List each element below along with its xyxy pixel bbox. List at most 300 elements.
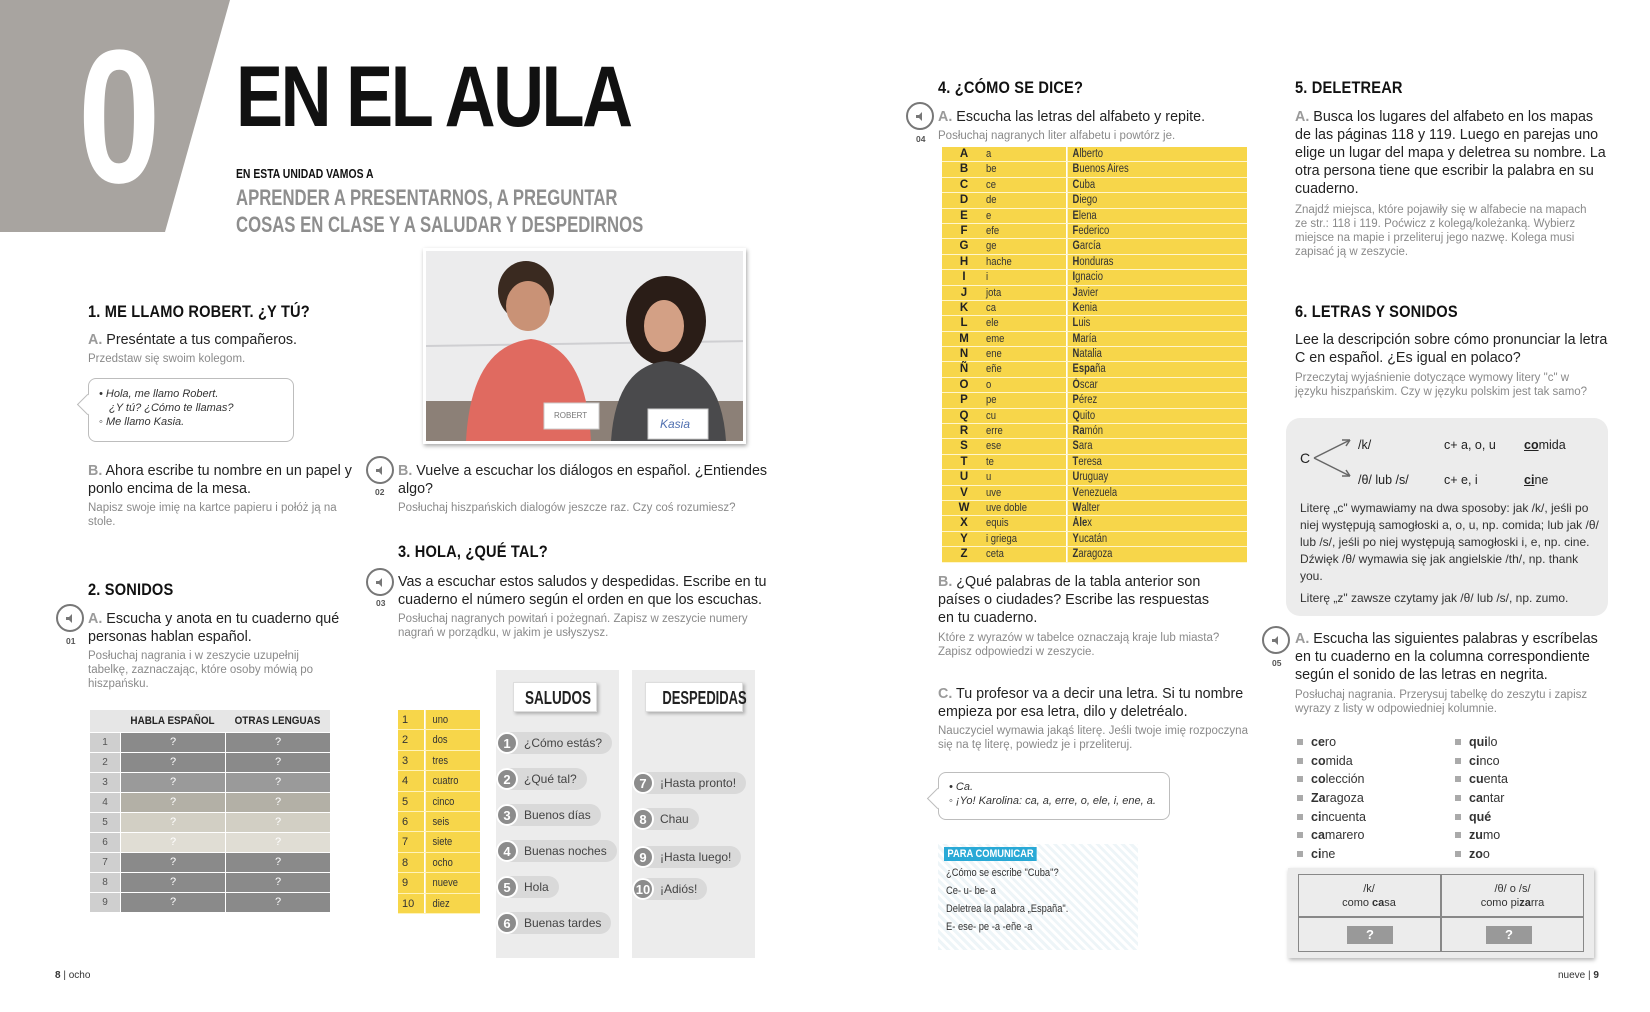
- alphabet-row: [942, 224, 1247, 239]
- sound-k: /k/: [1358, 438, 1372, 452]
- number-word: cinco: [424, 792, 472, 811]
- alphabet-letter: D: [959, 194, 969, 207]
- example-word: Luis: [1066, 316, 1214, 330]
- dialogue-line-1: • Hola, me llamo Robert.: [99, 388, 219, 400]
- table-row: [90, 872, 330, 892]
- section-2a-translation: Posłuchaj nagrania i w zeszycie uzupełnij tabelkę, zaznaczając, które osoby mówią po hiszpańsku.: [88, 650, 314, 690]
- alphabet-letter: G: [959, 240, 969, 253]
- farewell-number: 7: [632, 772, 654, 794]
- number-row: [398, 792, 480, 812]
- instruction-es: Escucha y anota en tu cuaderno qué personas hablan español.: [88, 611, 340, 645]
- alphabet-letter: P: [960, 394, 968, 407]
- alphabet-letter: K: [959, 301, 969, 314]
- greeting-text: Buenas noches: [524, 844, 607, 858]
- intro-label: EN ESTA UNIDAD VAMOS A: [236, 166, 374, 181]
- dialogue-line-3: ◦ Me llamo Kasia.: [99, 416, 185, 428]
- alphabet-row: [942, 439, 1247, 454]
- alphabet-letter: V: [960, 486, 968, 499]
- dialogue-bubble: [88, 378, 294, 442]
- letter-name: uve: [986, 486, 1002, 499]
- section-5a-instruction: [1295, 108, 1610, 198]
- alphabet-row: [942, 547, 1247, 562]
- cell-other: ?: [225, 833, 330, 852]
- alphabet-letter: B: [959, 163, 969, 176]
- section-3-translation: Posłuchaj nagranych powitań i pożegnań. Zapisz w zeszycie numery nagrań w porządku, w jakim je usłyszysz.: [398, 613, 748, 639]
- alphabet-letter: Z: [960, 548, 968, 561]
- word-item: ci nco: [1455, 752, 1595, 771]
- alphabet-row: [942, 455, 1247, 470]
- section-4c-translation: Nauczyciel wymawia jakąś literę. Jeśli twoje imię rozpoczyna się na tę literę, powiedz je i przeliteruj.: [938, 725, 1248, 751]
- greeting-number: 4: [496, 840, 518, 862]
- sound-th: /θ/ lub /s/: [1358, 473, 1409, 487]
- farewell-text: ¡Hasta luego!: [660, 850, 732, 864]
- example-word: Honduras: [1066, 255, 1214, 269]
- number-row: [398, 894, 480, 914]
- example-word: Alberto: [1066, 147, 1214, 161]
- alphabet-row: [942, 162, 1247, 177]
- section-3-instruction: Vas a escuchar estos saludos y despedidas. Escribe en tu cuaderno el número según el orden en que los escuchas.: [398, 574, 767, 608]
- table-row: [90, 792, 330, 812]
- item-letter: C.: [938, 686, 953, 702]
- alphabet-row: [942, 516, 1247, 531]
- greeting-text: Buenos días: [524, 808, 591, 822]
- word-item: ci ncuenta: [1297, 807, 1437, 826]
- example-word: Teresa: [1066, 455, 1214, 469]
- instruction-es: Tu profesor va a decir una letra. Si tu nombre empieza por esa letra, dilo y deletréalo.: [938, 686, 1244, 720]
- greeting-item: [496, 912, 611, 934]
- cell-spanish: ?: [120, 813, 225, 832]
- greeting-number: 5: [496, 876, 518, 898]
- answer-box-k: ?: [1347, 926, 1393, 944]
- row-number: 7: [90, 853, 120, 872]
- example-word: Quito: [1066, 409, 1214, 423]
- number-row: [398, 771, 480, 791]
- alphabet-letter: S: [960, 440, 968, 453]
- cell-other: ?: [225, 753, 330, 772]
- alphabet-row: [942, 409, 1247, 424]
- number-word: siete: [424, 832, 472, 851]
- example-word: Zaragoza: [1066, 547, 1214, 561]
- farewell-item: [632, 772, 746, 794]
- letter-c: C: [1300, 450, 1311, 466]
- col1-header: /k/ como casa: [1342, 883, 1396, 909]
- cell-other: ?: [225, 813, 330, 832]
- alphabet-letter: Q: [959, 409, 969, 422]
- alphabet-letter: N: [959, 348, 969, 361]
- pronunciation-box: [1286, 418, 1608, 616]
- words-list-left: [1297, 733, 1437, 863]
- letter-name: uve doble: [986, 501, 1028, 514]
- letter-name: ce: [986, 178, 996, 191]
- row-number: 1: [90, 733, 120, 752]
- greeting-item: [496, 840, 617, 862]
- greeting-text: Buenas tardes: [524, 916, 602, 930]
- greeting-text: ¿Cómo estás?: [524, 736, 603, 750]
- section-3-title: 3. HOLA, ¿QUÉ TAL?: [398, 542, 548, 561]
- dialogue-line-2: ¿Y tú? ¿Cómo te llamas?: [109, 402, 234, 414]
- alphabet-letter: J: [960, 286, 968, 299]
- alphabet-row: [942, 470, 1247, 485]
- section-1c-instruction: [398, 462, 773, 498]
- example-word: María: [1066, 332, 1214, 346]
- alphabet-row: [942, 270, 1247, 285]
- phrase-2: Ce- u- be- a: [946, 885, 996, 897]
- item-letter: A.: [1295, 109, 1310, 125]
- farewell-item: [632, 878, 707, 900]
- col2-header: /θ/ o /s/ como pizarra: [1480, 883, 1545, 909]
- example-k: comida: [1524, 438, 1566, 452]
- letter-name: ceta: [986, 548, 1004, 561]
- cell-other: ?: [225, 733, 330, 752]
- section-6-translation: Przeczytaj wyjaśnienie dotyczące wymowy litery "c" w języku hiszpańskim. Czy w języku polskim jest tak samo?: [1295, 372, 1588, 398]
- cell-spanish: ?: [120, 773, 225, 792]
- number-row: [398, 812, 480, 832]
- greeting-item: [496, 768, 587, 790]
- farewell-number: 8: [632, 808, 654, 830]
- number-digit: 8: [402, 856, 409, 869]
- alphabet-row: [942, 239, 1247, 254]
- alphabet-row: [942, 501, 1247, 516]
- table-row: [90, 772, 330, 792]
- alphabet-row: [942, 424, 1247, 439]
- greeting-number: 1: [496, 732, 518, 754]
- example-word: Walter: [1066, 501, 1214, 515]
- letter-name: jota: [986, 286, 1002, 299]
- alphabet-letter: Ñ: [959, 363, 969, 376]
- cell-other: ?: [225, 853, 330, 872]
- section-4b-instruction: [938, 573, 1213, 627]
- section-1a-instruction: [88, 331, 358, 349]
- example-word: Uruguay: [1066, 470, 1214, 484]
- table-row: [90, 812, 330, 832]
- unit-number-banner: [0, 0, 230, 232]
- spelling-line-2: ◦ ¡Yo! Karolina: ca, a, erre, o, ele, i, ene, a.: [949, 795, 1156, 807]
- number-row: [398, 751, 480, 771]
- track-number: 01: [66, 636, 76, 646]
- letter-name: eñe: [986, 363, 1002, 376]
- audio-icon[interactable]: [366, 456, 394, 484]
- cell-spanish: ?: [120, 853, 225, 872]
- intro-line-2: COSAS EN CLASE Y A SALUDAR Y DESPEDIRNOS: [236, 212, 644, 237]
- letter-name: te: [986, 455, 994, 468]
- alphabet-row: [942, 193, 1247, 208]
- alphabet-letter: F: [960, 224, 968, 237]
- number-word: uno: [424, 710, 472, 729]
- number-word: cuatro: [424, 771, 472, 790]
- number-digit: 3: [402, 754, 409, 767]
- alphabet-row: [942, 316, 1247, 331]
- track-number: 03: [376, 598, 386, 608]
- section-2a-instruction: [88, 610, 356, 646]
- number-row: [398, 832, 480, 852]
- word-item: ca marero: [1297, 826, 1437, 845]
- number-word: tres: [424, 751, 472, 770]
- cell-spanish: ?: [120, 873, 225, 892]
- example-th: cine: [1524, 473, 1549, 487]
- greeting-number: 6: [496, 912, 518, 934]
- col-header-spanish: HABLA ESPAÑOL: [130, 715, 215, 727]
- number-digit: 1: [402, 714, 409, 726]
- letter-name: eme: [986, 332, 1005, 345]
- row-number: 4: [90, 793, 120, 812]
- number-word: dos: [424, 730, 472, 749]
- item-letter: A.: [88, 611, 103, 627]
- cell-other: ?: [225, 893, 330, 912]
- word-item: qué: [1455, 807, 1595, 826]
- audio-icon[interactable]: [366, 568, 394, 596]
- alphabet-letter: I: [962, 271, 966, 284]
- para-comunicar-title: PARA COMUNICAR: [944, 847, 1037, 861]
- table-row: [90, 732, 330, 752]
- number-row: [398, 873, 480, 893]
- number-word: seis: [424, 812, 472, 831]
- alphabet-row: [942, 347, 1247, 362]
- letter-name: ene: [986, 348, 1002, 361]
- greeting-text: Hola: [524, 880, 549, 894]
- explanation-z: Literę „z" zawsze czytamy jak /θ/ lub /s/, np. zumo.: [1300, 591, 1569, 605]
- greeting-number: 3: [496, 804, 518, 826]
- classroom-photo: [423, 248, 746, 444]
- cell-spanish: ?: [120, 833, 225, 852]
- farewell-text: ¡Hasta pronto!: [660, 776, 737, 790]
- section-4b-translation: Które z wyrazów w tabelce oznaczają kraje lub miasta? Zapisz odpowiedzi w zeszycie.: [938, 632, 1220, 658]
- alphabet-letter: Y: [960, 532, 968, 545]
- audio-icon[interactable]: [1262, 626, 1290, 654]
- letter-name: ele: [986, 317, 999, 330]
- letter-name: hache: [986, 255, 1012, 268]
- alphabet-row: [942, 393, 1247, 408]
- example-word: Federico: [1066, 224, 1214, 238]
- example-word: Ignacio: [1066, 270, 1214, 284]
- alphabet-row: [942, 147, 1247, 162]
- instruction-es: Ahora escribe tu nombre en un papel y ponlo encima de la mesa.: [88, 463, 352, 497]
- example-word: Buenos Aires: [1066, 162, 1214, 176]
- example-word: Pérez: [1066, 393, 1214, 407]
- word-item: ci ne: [1297, 845, 1437, 864]
- section-1a-translation: Przedstaw się swoim kolegom.: [88, 353, 246, 365]
- cell-spanish: ?: [120, 893, 225, 912]
- word-item: zu mo: [1455, 826, 1595, 845]
- cell-other: ?: [225, 873, 330, 892]
- words-list-right: [1455, 733, 1595, 863]
- number-row: [398, 710, 480, 730]
- page-number-left: 8 | ocho: [55, 970, 91, 981]
- alphabet-row: [942, 486, 1247, 501]
- alphabet-row: [942, 378, 1247, 393]
- greeting-item: [496, 876, 559, 898]
- letter-name: ese: [986, 440, 1002, 453]
- letter-name: de: [986, 194, 997, 207]
- number-digit: 4: [402, 775, 409, 788]
- letter-name: e: [986, 209, 992, 222]
- section-1b-instruction: [88, 462, 356, 498]
- rule-k: c+ a, o, u: [1444, 438, 1496, 452]
- section-6-title: 6. LETRAS Y SONIDOS: [1295, 302, 1458, 321]
- phrase-1: ¿Cómo se escribe "Cuba"?: [946, 867, 1059, 879]
- number-digit: 6: [402, 815, 409, 828]
- word-item: ce ro: [1297, 733, 1437, 752]
- section-2-title: 2. SONIDOS: [88, 580, 174, 599]
- instruction-es: Vuelve a escuchar los diálogos en español. ¿Entiendes algo?: [398, 463, 768, 497]
- section-1b-translation: Napisz swoje imię na kartce papieru i połóż ją na stole.: [88, 502, 337, 528]
- row-number: 2: [90, 753, 120, 772]
- example-word: Yucatán: [1066, 532, 1214, 546]
- row-number: 5: [90, 813, 120, 832]
- number-row: [398, 730, 480, 750]
- section-6-instruction: Lee la descripción sobre cómo pronunciar la letra C en español. ¿Es igual en polaco?: [1295, 332, 1608, 366]
- alphabet-letter: A: [959, 148, 969, 160]
- alphabet-letter: O: [959, 378, 969, 391]
- letter-name: o: [986, 378, 992, 391]
- letter-name: cu: [986, 409, 996, 422]
- example-word: Natalia: [1066, 347, 1214, 361]
- example-word: España: [1066, 362, 1214, 376]
- number-digit: 5: [402, 795, 409, 808]
- example-word: Álex: [1066, 516, 1214, 530]
- audio-icon[interactable]: [56, 604, 84, 632]
- section-4a-translation: Posłuchaj nagranych liter alfabetu i powtórz je.: [938, 130, 1176, 142]
- section-5-title: 5. DELETREAR: [1295, 78, 1403, 97]
- section-1-title: 1. ME LLAMO ROBERT. ¿Y TÚ?: [88, 302, 310, 321]
- number-digit: 7: [402, 836, 409, 849]
- alphabet-row: [942, 178, 1247, 193]
- example-word: Ramón: [1066, 424, 1214, 438]
- letter-name: u: [986, 471, 992, 484]
- track-number: 05: [1272, 658, 1282, 668]
- instruction-es: ¿Qué palabras de la tabla anterior son países o ciudades? Escribe las respuestas en tu cuaderno.: [938, 574, 1209, 626]
- greeting-item: [496, 732, 612, 754]
- table-row: [90, 852, 330, 872]
- table-row: [90, 752, 330, 772]
- section-5a-translation: Znajdź miejsca, które pojawiły się w alfabecie na mapach ze str.: 118 i 119. Poćwicz z kolegą/koleżanką. Wybierz miejsce na mapie i przeliteruj jego nazwę. Kolega musi zapisać ją w zeszycie.: [1295, 204, 1587, 258]
- alphabet-letter: U: [959, 471, 969, 484]
- cell-spanish: ?: [120, 753, 225, 772]
- example-word: Kenia: [1066, 301, 1214, 315]
- letter-name: ge: [986, 240, 997, 253]
- word-item: co lección: [1297, 770, 1437, 789]
- item-letter: A.: [88, 332, 103, 348]
- cell-spanish: ?: [120, 793, 225, 812]
- sound-table: [1288, 868, 1594, 958]
- word-item: cu enta: [1455, 770, 1595, 789]
- table-row: [90, 892, 330, 912]
- section-4c-instruction: [938, 685, 1253, 721]
- saludos-header: SALUDOS: [513, 682, 597, 712]
- number-row: [398, 853, 480, 873]
- number-word: ocho: [424, 853, 472, 872]
- number-word: diez: [424, 894, 472, 913]
- example-word: Óscar: [1066, 378, 1214, 392]
- alphabet-letter: X: [960, 517, 968, 530]
- alphabet-letter: H: [959, 255, 969, 268]
- instruction-es: Escucha las letras del alfabeto y repite.: [956, 109, 1206, 125]
- languages-table: [90, 710, 330, 912]
- unit-title: EN EL AULA: [236, 49, 631, 145]
- example-word: Venezuela: [1066, 486, 1214, 500]
- item-letter: B.: [938, 574, 953, 590]
- alphabet-row: [942, 301, 1247, 316]
- branch-arrows: [1312, 436, 1354, 480]
- row-number: 6: [90, 833, 120, 852]
- farewell-number: 9: [632, 846, 654, 868]
- item-letter: A.: [938, 109, 953, 125]
- explanation-c: Literę „c" wymawiamy na dwa sposoby: jak /k/, jeśli po niej występują samogłoski a, o, u, np. comida; lub jak /θ/ lub /s/, jeśli po niej występują samogłoski i, e, np. cine. Dźwięk /θ/ wymawia się jak angielskie /th/, np. thank you.: [1300, 501, 1599, 583]
- name-card-robert: ROBERT: [554, 411, 588, 420]
- item-letter: B.: [88, 463, 103, 479]
- cell-spanish: ?: [120, 733, 225, 752]
- alphabet-letter: C: [959, 178, 969, 191]
- example-word: García: [1066, 239, 1214, 253]
- letter-name: equis: [986, 517, 1009, 530]
- letter-name: i griega: [986, 532, 1018, 545]
- alphabet-letter: R: [959, 425, 969, 438]
- track-number: 02: [375, 487, 385, 497]
- greeting-text: ¿Qué tal?: [524, 772, 577, 786]
- example-word: Sara: [1066, 439, 1214, 453]
- instruction-es: Preséntate a tus compañeros.: [106, 332, 298, 348]
- word-item: zo o: [1455, 845, 1595, 864]
- rule-th: c+ e, i: [1444, 473, 1478, 487]
- table-row: [90, 832, 330, 852]
- row-number: 3: [90, 773, 120, 792]
- section-1c-translation: Posłuchaj hiszpańskich dialogów jeszcze raz. Czy coś rozumiesz?: [398, 502, 736, 514]
- alphabet-letter: T: [960, 455, 968, 468]
- col-header-other: OTRAS LENGUAS: [234, 715, 321, 727]
- word-item: Za ragoza: [1297, 789, 1437, 808]
- alphabet-letter: E: [960, 209, 968, 222]
- item-letter: A.: [1295, 631, 1310, 647]
- row-number: 8: [90, 873, 120, 892]
- spelling-line-1: • Ca.: [949, 781, 974, 793]
- letter-name: i: [986, 271, 989, 284]
- example-word: Cuba: [1066, 178, 1214, 192]
- farewell-item: [632, 808, 699, 830]
- farewell-number: 10: [632, 878, 654, 900]
- greeting-item: [496, 804, 601, 826]
- section-4-title: 4. ¿CÓMO SE DICE?: [938, 78, 1084, 97]
- alphabet-row: [942, 255, 1247, 270]
- example-word: Diego: [1066, 193, 1214, 207]
- phrase-4: E- ese- pe -a -eñe -a: [946, 921, 1033, 933]
- audio-icon[interactable]: [906, 102, 934, 130]
- alphabet-row: [942, 332, 1247, 347]
- track-number: 04: [916, 134, 926, 144]
- para-comunicar-box: [938, 844, 1138, 950]
- example-word: Elena: [1066, 209, 1214, 223]
- alphabet-row: [942, 286, 1247, 301]
- page-number-right: nueve | 9: [1558, 970, 1599, 981]
- word-item: ca ntar: [1455, 789, 1595, 808]
- farewell-text: ¡Adiós!: [660, 882, 698, 896]
- letter-name: pe: [986, 394, 997, 407]
- section-6a-translation: Posłuchaj nagrania. Przerysuj tabelkę do zeszytu i zapisz wyrazy z listy w odpowiedniej kolumnie.: [1295, 689, 1588, 715]
- alphabet-letter: M: [959, 332, 969, 345]
- letter-name: erre: [986, 425, 1003, 438]
- letter-name: be: [986, 163, 997, 176]
- letter-name: ca: [986, 301, 996, 314]
- letter-name: a: [986, 148, 992, 160]
- answer-box-th: ?: [1486, 926, 1532, 944]
- farewell-text: Chau: [660, 812, 689, 826]
- phrase-3: Deletrea la palabra „España".: [946, 903, 1069, 915]
- number-digit: 9: [402, 877, 409, 890]
- greeting-number: 2: [496, 768, 518, 790]
- name-card-kasia: Kasia: [660, 417, 691, 431]
- despedidas-header: DESPEDIDAS: [645, 682, 743, 712]
- letter-name: efe: [986, 224, 1000, 237]
- row-number: 9: [90, 893, 120, 912]
- cell-other: ?: [225, 773, 330, 792]
